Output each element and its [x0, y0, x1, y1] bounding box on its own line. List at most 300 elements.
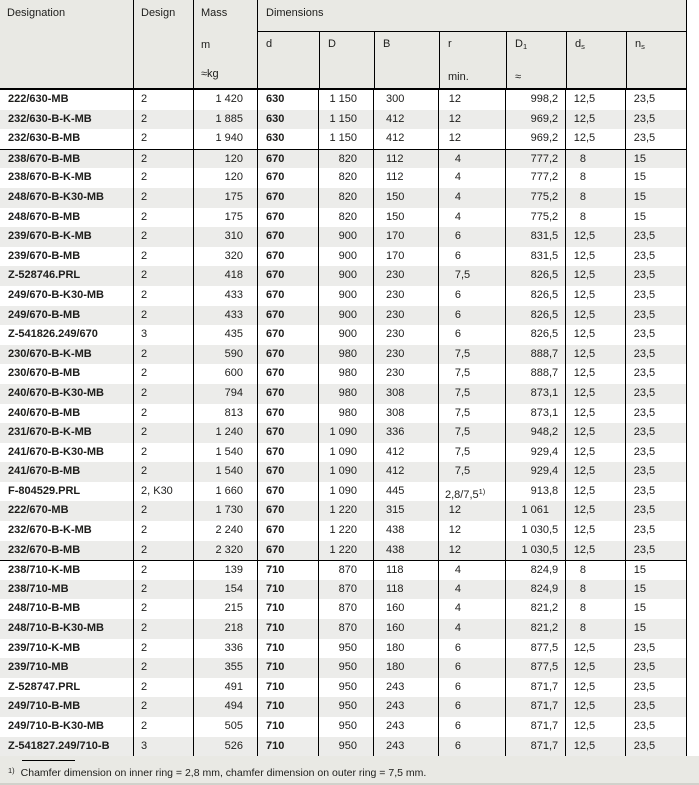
designation-cell: 232/630-B-K-MB: [8, 112, 92, 125]
ns-cell-frac: ,5: [646, 249, 656, 262]
ds-cell-frac: ,5: [586, 641, 596, 654]
shoulder-diameter-cell: [505, 306, 565, 326]
shoulder-diameter-cell: [505, 404, 565, 424]
shoulder-diameter-cell-frac: ,4: [549, 445, 559, 458]
chamfer-cell-int: 4: [454, 602, 461, 615]
table-row: [0, 501, 687, 521]
ds-cell-int: 8: [579, 171, 586, 184]
shoulder-diameter-cell-int: 826: [530, 308, 549, 321]
table-row: [0, 737, 687, 757]
width-cell: 170: [373, 227, 438, 247]
ns-cell: [625, 697, 686, 717]
bore-diameter-cell: 670: [257, 541, 318, 561]
mass-cell: 590: [193, 345, 257, 365]
shoulder-diameter-cell-int: 873: [530, 386, 549, 399]
mass-cell: 175: [193, 208, 257, 228]
shoulder-diameter-cell-frac: ,9: [549, 582, 559, 595]
ns-cell: [625, 580, 686, 600]
ns-cell-int: 15: [633, 171, 646, 184]
header-col-ns-subscript: s: [641, 42, 645, 51]
bore-diameter-cell: 710: [257, 737, 318, 757]
shoulder-diameter-cell-int: 821: [530, 602, 549, 615]
bore-diameter-cell: 630: [257, 90, 318, 110]
ns-cell-int: 23: [633, 269, 646, 282]
ns-cell-int: 23: [633, 484, 646, 497]
width-cell: 315: [373, 501, 438, 521]
table-row: [0, 482, 687, 502]
ns-cell: [625, 129, 686, 149]
ds-cell-int: 12: [573, 249, 586, 262]
ns-cell-frac: ,5: [646, 504, 656, 517]
designation-cell: 248/670-B-K30-MB: [8, 190, 104, 203]
ds-cell-int: 12: [573, 386, 586, 399]
mass-cell: 600: [193, 364, 257, 384]
ns-cell-frac: ,5: [646, 406, 656, 419]
chamfer-cell-int: 7: [454, 367, 461, 380]
bore-diameter-cell: 670: [257, 266, 318, 286]
table-header: [0, 0, 687, 90]
designation-cell: 241/670-B-K30-MB: [8, 445, 104, 458]
bore-diameter-cell: 630: [257, 129, 318, 149]
ds-cell-frac: ,5: [586, 328, 596, 341]
ns-cell: [625, 247, 686, 267]
outside-diameter-cell: 1 150: [318, 90, 373, 110]
width-cell: 300: [373, 90, 438, 110]
outside-diameter-cell: 1 090: [318, 482, 373, 506]
ns-cell: [625, 737, 686, 757]
ns-cell-int: 23: [633, 308, 646, 321]
designation-cell: 238/710-MB: [8, 582, 69, 595]
shoulder-diameter-cell: [505, 639, 565, 659]
table-row: [0, 266, 687, 286]
ds-cell-int: 8: [579, 210, 586, 223]
designation-cell: 249/670-B-K30-MB: [8, 288, 104, 301]
ns-cell-frac: ,5: [646, 426, 656, 439]
ns-cell-int: 23: [633, 426, 646, 439]
ds-cell-int: 12: [573, 288, 586, 301]
ds-cell: [565, 423, 625, 443]
ns-cell: [625, 423, 686, 443]
shoulder-diameter-cell-int: 775: [530, 190, 549, 203]
shoulder-diameter-cell-frac: ,2: [549, 622, 559, 635]
shoulder-diameter-cell-frac: ,5: [549, 328, 559, 341]
shoulder-diameter-cell: [505, 580, 565, 600]
footnote-band: [0, 756, 699, 783]
ns-cell-frac: ,5: [646, 328, 656, 341]
mass-cell: 320: [193, 247, 257, 267]
footnote: [8, 764, 426, 780]
ds-cell-int: 12: [573, 132, 586, 145]
chamfer-cell-int: 6: [454, 739, 461, 752]
bore-diameter-cell: 670: [257, 404, 318, 424]
ds-cell: [565, 345, 625, 365]
shoulder-diameter-cell: [505, 345, 565, 365]
chamfer-cell-frac: ,5: [461, 269, 471, 282]
chamfer-cell: [438, 345, 505, 365]
shoulder-diameter-cell: [505, 717, 565, 737]
chamfer-cell: [438, 325, 505, 345]
designation-cell: 241/670-B-MB: [8, 465, 81, 478]
width-cell: 243: [373, 737, 438, 757]
ns-cell: [625, 678, 686, 698]
bore-diameter-cell: 670: [257, 501, 318, 521]
chamfer-cell: [438, 150, 505, 170]
bore-diameter-cell: 710: [257, 619, 318, 639]
ns-cell-int: 23: [633, 445, 646, 458]
outside-diameter-cell: 900: [318, 306, 373, 326]
shoulder-diameter-cell-int: 824: [530, 564, 549, 577]
shoulder-diameter-cell-frac: ,9: [549, 564, 559, 577]
shoulder-diameter-cell-frac: ,2: [549, 93, 559, 105]
shoulder-diameter-cell-int: 826: [530, 288, 549, 301]
mass-cell: 310: [193, 227, 257, 247]
mass-cell: 1 940: [193, 129, 257, 149]
designation-cell: 230/670-B-MB: [8, 367, 81, 380]
chamfer-cell-int: 7: [454, 386, 461, 399]
table-row: [0, 443, 687, 463]
ds-cell-int: 12: [573, 269, 586, 282]
shoulder-diameter-cell-frac: ,7: [549, 367, 559, 380]
mass-cell: 2 320: [193, 541, 257, 561]
shoulder-diameter-cell: [505, 658, 565, 678]
outside-diameter-cell: 980: [318, 364, 373, 384]
outside-diameter-cell: 1 090: [318, 443, 373, 463]
bore-diameter-cell: 710: [257, 561, 318, 581]
shoulder-diameter-cell-int: 871: [530, 700, 549, 713]
chamfer-cell: [438, 266, 505, 286]
chamfer-cell: [438, 501, 505, 521]
design-cell: 2, K30: [133, 482, 193, 506]
shoulder-diameter-cell: [505, 501, 565, 521]
width-cell: 180: [373, 658, 438, 678]
shoulder-diameter-cell-frac: ,2: [549, 171, 559, 184]
chamfer-cell: [438, 443, 505, 463]
shoulder-diameter-cell-int: 877: [530, 641, 549, 654]
chamfer-cell-frac: ,5: [461, 347, 471, 360]
width-cell: 438: [373, 541, 438, 561]
shoulder-diameter-cell-frac: ,2: [549, 112, 559, 125]
header-col-r-min: min.: [448, 71, 469, 83]
ns-cell: [625, 619, 686, 639]
ds-cell-int: 12: [573, 680, 586, 693]
outside-diameter-cell: 980: [318, 384, 373, 404]
table-row: [0, 619, 687, 639]
designation-cell: 240/670-B-MB: [8, 406, 81, 419]
designation-cell: 232/670-B-MB: [8, 543, 81, 556]
outside-diameter-cell: 900: [318, 266, 373, 286]
design-cell: 2: [133, 521, 193, 541]
chamfer-cell: [438, 129, 505, 149]
bore-diameter-cell: 710: [257, 580, 318, 600]
mass-cell: 491: [193, 678, 257, 698]
table-row: [0, 423, 687, 443]
ds-cell: [565, 462, 625, 482]
shoulder-diameter-cell-int: 826: [530, 269, 549, 282]
bore-diameter-cell: 670: [257, 364, 318, 384]
header-col-D1-subscript: 1: [522, 42, 528, 51]
width-cell: 230: [373, 364, 438, 384]
bore-diameter-cell: 710: [257, 599, 318, 619]
width-cell: 230: [373, 266, 438, 286]
ns-cell-int: 23: [633, 720, 646, 732]
table-row: [0, 678, 687, 698]
shoulder-diameter-cell-int: 821: [530, 622, 549, 635]
outside-diameter-cell: 1 150: [318, 110, 373, 130]
shoulder-diameter-cell: [505, 247, 565, 267]
ds-cell: [565, 384, 625, 404]
shoulder-diameter-cell-int: 969: [530, 132, 549, 145]
ds-cell: [565, 227, 625, 247]
shoulder-diameter-cell: [505, 697, 565, 717]
header-col-ns: [626, 32, 686, 88]
ds-cell-frac: ,5: [586, 308, 596, 321]
designation-cell: 239/670-B-MB: [8, 249, 81, 262]
ns-cell: [625, 208, 686, 228]
shoulder-diameter-cell: [505, 208, 565, 228]
shoulder-diameter-cell-int: 873: [530, 406, 549, 419]
mass-cell: 1 730: [193, 501, 257, 521]
bore-diameter-cell: 710: [257, 639, 318, 659]
designation-cell: 238/670-B-K-MB: [8, 171, 92, 184]
ns-cell-int: 23: [633, 524, 646, 537]
header-designation: [0, 0, 133, 88]
header-col-B-label: B: [383, 38, 391, 50]
header-col-D: [319, 32, 374, 88]
design-cell: 2: [133, 580, 193, 600]
shoulder-diameter-cell: [505, 599, 565, 619]
ns-cell-frac: ,5: [646, 720, 656, 732]
ns-cell-int: 23: [633, 700, 646, 713]
mass-cell: 139: [193, 561, 257, 581]
table-row: [0, 462, 687, 482]
chamfer-cell-int: 6: [454, 288, 461, 301]
ds-cell-frac: ,5: [586, 680, 596, 693]
ds-cell: [565, 247, 625, 267]
design-cell: 2: [133, 658, 193, 678]
width-cell: 412: [373, 443, 438, 463]
ds-cell-frac: ,5: [586, 269, 596, 282]
ns-cell: [625, 188, 686, 208]
design-cell: 2: [133, 306, 193, 326]
ns-cell-int: 15: [633, 564, 646, 577]
shoulder-diameter-cell-int: 929: [530, 465, 549, 478]
bore-diameter-cell: 670: [257, 325, 318, 345]
shoulder-diameter-cell-frac: ,7: [549, 347, 559, 360]
ds-cell-int: 12: [573, 543, 586, 556]
shoulder-diameter-cell-int: 888: [530, 347, 549, 360]
shoulder-diameter-cell-frac: ,2: [549, 132, 559, 145]
shoulder-diameter-cell-frac: ,2: [549, 152, 559, 165]
ds-cell: [565, 208, 625, 228]
mass-cell: 794: [193, 384, 257, 404]
chamfer-cell-int: 4: [454, 564, 461, 577]
ns-cell-int: 23: [633, 406, 646, 419]
design-cell: 2: [133, 227, 193, 247]
design-cell: 2: [133, 364, 193, 384]
shoulder-diameter-cell-frac: ,5: [549, 524, 559, 537]
ds-cell: [565, 541, 625, 561]
width-cell: 160: [373, 619, 438, 639]
width-cell: 243: [373, 717, 438, 737]
shoulder-diameter-cell-int: 824: [530, 582, 549, 595]
chamfer-cell-int: 4: [454, 210, 461, 223]
ns-cell: [625, 110, 686, 130]
width-cell: 412: [373, 129, 438, 149]
ns-cell-frac: ,5: [646, 700, 656, 713]
ds-cell-frac: ,5: [586, 249, 596, 262]
header-mass: [193, 0, 257, 88]
shoulder-diameter-cell-int: 1 061: [521, 504, 549, 517]
ds-cell-int: 12: [573, 504, 586, 517]
ds-cell-int: 12: [573, 465, 586, 478]
ns-cell-frac: ,5: [646, 112, 656, 125]
footnote-rule: [22, 760, 75, 761]
chamfer-cell-int: 6: [454, 328, 461, 341]
ds-cell-int: 8: [579, 190, 586, 203]
outside-diameter-cell: 820: [318, 150, 373, 170]
header-col-D-label: D: [328, 38, 336, 50]
shoulder-diameter-cell: [505, 129, 565, 149]
chamfer-cell: [438, 208, 505, 228]
ns-cell-frac: ,5: [646, 269, 656, 282]
shoulder-diameter-cell-frac: ,5: [549, 661, 559, 674]
ns-cell: [625, 639, 686, 659]
bore-diameter-cell: 710: [257, 658, 318, 678]
width-cell: 150: [373, 208, 438, 228]
shoulder-diameter-cell-frac: ,7: [549, 720, 559, 732]
width-cell: 118: [373, 580, 438, 600]
width-cell: 230: [373, 325, 438, 345]
ds-cell-int: 8: [579, 602, 586, 615]
footnote-marker: 1): [8, 766, 15, 776]
ds-cell: [565, 521, 625, 541]
ds-cell-int: 12: [573, 406, 586, 419]
width-cell: 412: [373, 462, 438, 482]
mass-cell: 1 240: [193, 423, 257, 443]
mass-cell: 418: [193, 266, 257, 286]
ds-cell-frac: ,5: [586, 93, 596, 105]
outside-diameter-cell: 950: [318, 697, 373, 717]
table-row: [0, 247, 687, 267]
outside-diameter-cell: 950: [318, 678, 373, 698]
ns-cell-int: 23: [633, 661, 646, 674]
ns-cell-int: 15: [633, 190, 646, 203]
outside-diameter-cell: 870: [318, 619, 373, 639]
ds-cell-frac: ,5: [586, 700, 596, 713]
header-col-D1-approx: ≈: [515, 71, 522, 83]
ds-cell: [565, 90, 625, 110]
design-cell: 2: [133, 541, 193, 561]
bore-diameter-cell: 710: [257, 678, 318, 698]
chamfer-cell-frac: ,5: [461, 367, 471, 380]
chamfer-cell: [438, 599, 505, 619]
table-row: [0, 90, 687, 110]
chamfer-cell: [438, 110, 505, 130]
ds-cell-frac: ,5: [586, 367, 596, 380]
design-cell: 2: [133, 168, 193, 188]
ns-cell-int: 15: [633, 152, 646, 165]
designation-cell: 239/710-MB: [8, 661, 69, 674]
chamfer-cell-frac: ,5: [461, 426, 471, 439]
ds-cell: [565, 619, 625, 639]
designation-cell: 248/670-B-MB: [8, 210, 81, 223]
bore-diameter-cell: 670: [257, 150, 318, 170]
chamfer-cell: [438, 404, 505, 424]
shoulder-diameter-cell: [505, 110, 565, 130]
ns-cell: [625, 501, 686, 521]
table-row: [0, 404, 687, 424]
width-cell: 412: [373, 110, 438, 130]
ds-cell-int: 12: [573, 524, 586, 537]
ns-cell: [625, 561, 686, 581]
outside-diameter-cell: 1 220: [318, 521, 373, 541]
header-col-d-label: d: [266, 38, 273, 50]
shoulder-diameter-cell: [505, 462, 565, 482]
ds-cell: [565, 364, 625, 384]
ns-cell-int: 23: [633, 132, 646, 145]
design-cell: 2: [133, 639, 193, 659]
outside-diameter-cell: 1 220: [318, 541, 373, 561]
designation-cell: Z-528746.PRL: [8, 269, 81, 282]
header-mass-unit: ≈kg: [201, 68, 219, 80]
shoulder-diameter-cell-frac: ,2: [549, 426, 559, 439]
bore-diameter-cell: 670: [257, 188, 318, 208]
ds-cell-int: 8: [579, 582, 586, 595]
shoulder-diameter-cell-frac: ,5: [549, 269, 559, 282]
outside-diameter-cell: 870: [318, 561, 373, 581]
chamfer-cell-frac: ,5: [461, 465, 471, 478]
mass-cell: 494: [193, 697, 257, 717]
chamfer-cell-int: 6: [454, 249, 461, 262]
shoulder-diameter-cell: [505, 364, 565, 384]
outside-diameter-cell: 870: [318, 580, 373, 600]
shoulder-diameter-cell: [505, 150, 565, 170]
shoulder-diameter-cell: [505, 541, 565, 561]
chamfer-cell-int: 7: [454, 269, 461, 282]
ds-cell: [565, 150, 625, 170]
bore-diameter-cell: 670: [257, 286, 318, 306]
chamfer-cell: [438, 423, 505, 443]
bore-diameter-cell: 670: [257, 168, 318, 188]
outside-diameter-cell: 1 220: [318, 501, 373, 521]
header-col-ns-label: n: [635, 38, 642, 50]
shoulder-diameter-cell: [505, 443, 565, 463]
shoulder-diameter-cell-frac: ,8: [549, 484, 559, 497]
chamfer-cell: [438, 619, 505, 639]
ns-cell-int: 23: [633, 680, 646, 693]
design-cell: 2: [133, 150, 193, 170]
footnote-reference: 1): [478, 486, 486, 496]
shoulder-diameter-cell-int: 929: [530, 445, 549, 458]
table-row: [0, 168, 687, 188]
ds-cell-frac: ,5: [586, 543, 596, 556]
ds-cell: [565, 501, 625, 521]
chamfer-cell-int: 4: [454, 622, 461, 635]
outside-diameter-cell: 900: [318, 325, 373, 345]
chamfer-cell-int: 7: [454, 406, 461, 419]
table-row: [0, 541, 687, 561]
ds-cell-frac: ,5: [586, 504, 596, 517]
design-cell: 2: [133, 129, 193, 149]
shoulder-diameter-cell-int: 871: [530, 680, 549, 693]
header-col-r-label: r: [448, 38, 452, 50]
outside-diameter-cell: 820: [318, 168, 373, 188]
header-col-r: [439, 32, 506, 88]
outside-diameter-cell: 1 150: [318, 129, 373, 149]
ns-cell-frac: ,5: [646, 524, 656, 537]
ns-cell-int: 23: [633, 641, 646, 654]
outside-diameter-cell: 820: [318, 188, 373, 208]
